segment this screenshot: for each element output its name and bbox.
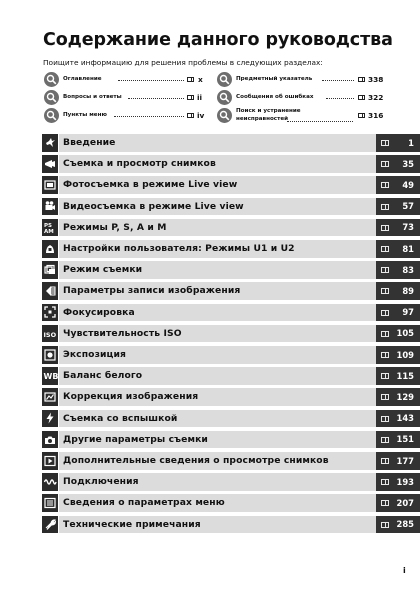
quick-ref-page: x <box>198 75 203 84</box>
book-icon <box>381 352 389 358</box>
picture-control-icon <box>42 388 58 406</box>
chapter-page: 89 <box>402 285 414 296</box>
bird-icon <box>42 134 58 152</box>
book-icon <box>187 77 194 82</box>
svg-text:AM: AM <box>44 229 54 236</box>
svg-text:ISO: ISO <box>43 330 57 339</box>
chapter-page: 35 <box>402 158 414 169</box>
chapter-page: 83 <box>402 264 414 275</box>
leader-dots <box>322 80 354 81</box>
chapter-title: Режимы P, S, A и M <box>63 221 167 233</box>
book-icon <box>187 95 194 100</box>
quick-ref-label-line2: неисправностей <box>236 116 289 122</box>
book-icon <box>381 267 389 273</box>
quick-ref-faq[interactable] <box>44 90 204 106</box>
chapter-title: Фотосъемка в режиме Live view <box>63 179 238 191</box>
chapter-title: Технические примечания <box>63 518 201 530</box>
flash-icon <box>42 410 58 428</box>
chapter-row[interactable] <box>42 325 420 343</box>
quick-ref-label: Оглавление <box>63 76 102 82</box>
leader-dots <box>326 98 354 99</box>
search-icon <box>44 72 59 87</box>
chapter-title: Сведения о параметрах меню <box>63 497 225 509</box>
playback-icon <box>42 452 58 470</box>
camera-lens-icon <box>42 155 58 173</box>
iso-icon <box>42 325 58 343</box>
focus-icon <box>42 304 58 322</box>
chapter-page: 57 <box>402 201 414 212</box>
exposure-icon <box>42 346 58 364</box>
book-icon <box>381 182 389 188</box>
chapter-page: 49 <box>402 179 414 190</box>
quick-ref-page: 322 <box>368 93 384 102</box>
search-icon <box>44 90 59 105</box>
search-icon <box>217 108 232 123</box>
release-mode-icon <box>42 261 58 279</box>
leader-dots <box>114 116 184 117</box>
chapter-page-box <box>376 410 420 428</box>
search-icon <box>217 90 232 105</box>
chapter-title: Съемка со вспышкой <box>63 412 178 424</box>
quick-ref-troubleshooting[interactable] <box>217 108 387 124</box>
chapter-title: Другие параметры съемки <box>63 433 208 445</box>
book-icon <box>381 500 389 506</box>
book-icon <box>381 225 389 231</box>
chapter-row[interactable] <box>42 282 420 300</box>
chapter-page-box <box>376 240 420 258</box>
page-number: i <box>403 566 406 575</box>
chapter-title: Экспозиция <box>63 349 127 360</box>
book-icon <box>381 437 389 443</box>
chapter-page: 109 <box>396 349 414 360</box>
chapter-page-box <box>376 155 420 173</box>
chapter-title: Коррекция изображения <box>63 391 199 403</box>
chapter-row[interactable] <box>42 304 420 322</box>
chapter-page: 177 <box>396 455 414 466</box>
page-subtitle: Поищите информацию для решения проблемы в следующих разделах: <box>43 58 323 67</box>
chapter-page: 129 <box>396 391 414 402</box>
chapter-page: 193 <box>396 476 414 487</box>
chapter-title: Чувствительность ISO <box>63 327 182 339</box>
menu-icon <box>42 494 58 512</box>
search-icon <box>44 108 59 123</box>
chapter-page: 115 <box>396 370 414 381</box>
chapter-page: 285 <box>396 519 414 530</box>
chapter-row[interactable] <box>42 452 420 470</box>
chapter-page-box <box>376 282 420 300</box>
chapter-title: Подключения <box>63 476 139 488</box>
chapter-row[interactable] <box>42 388 420 406</box>
book-icon <box>381 394 389 400</box>
book-icon <box>381 373 389 379</box>
search-icon <box>217 72 232 87</box>
chapter-page-box <box>376 219 420 237</box>
book-icon <box>381 204 389 210</box>
quick-ref-label: Предметный указатель <box>236 76 313 82</box>
chapter-page-box <box>376 198 420 216</box>
chapter-row[interactable] <box>42 240 420 258</box>
chapter-page: 143 <box>396 413 414 424</box>
chapter-row[interactable] <box>42 176 420 194</box>
chapter-page-box <box>376 431 420 449</box>
chapter-page: 105 <box>396 328 414 339</box>
image-quality-icon <box>42 282 58 300</box>
chapter-row[interactable] <box>42 410 420 428</box>
book-icon <box>381 416 389 422</box>
chapter-row[interactable] <box>42 431 420 449</box>
chapter-page-box <box>376 388 420 406</box>
chapter-row[interactable] <box>42 367 420 385</box>
chapter-title: Фокусировка <box>63 306 135 318</box>
chapter-page-box <box>376 325 420 343</box>
chapter-page-box <box>376 346 420 364</box>
chapter-page-box <box>376 494 420 512</box>
chapter-title: Баланс белого <box>63 370 143 382</box>
chapter-row[interactable] <box>42 494 420 512</box>
white-balance-icon <box>42 367 58 385</box>
chapter-row[interactable] <box>42 261 420 279</box>
chapter-row[interactable] <box>42 134 420 152</box>
chapter-title: Параметры записи изображения <box>63 285 241 297</box>
chapter-row[interactable] <box>42 198 420 216</box>
quick-ref-index[interactable] <box>217 72 387 88</box>
chapter-row[interactable] <box>42 155 420 173</box>
book-icon <box>187 113 194 118</box>
live-view-icon <box>42 176 58 194</box>
camera-icon <box>42 431 58 449</box>
svg-text:PS: PS <box>44 223 53 230</box>
chapter-page-box <box>376 452 420 470</box>
svg-text:WB: WB <box>43 372 59 382</box>
chapter-page-box <box>376 473 420 491</box>
quick-ref-label: Пункты меню <box>63 112 107 118</box>
chapter-title: Режим съемки <box>63 264 143 276</box>
quick-ref-label: Сообщения об ошибках <box>236 94 314 100</box>
chapter-page: 73 <box>402 222 414 233</box>
connection-icon <box>42 473 58 491</box>
quick-ref-page: iv <box>197 111 205 120</box>
chapter-page-box <box>376 261 420 279</box>
quick-ref-label: Вопросы и ответы <box>63 94 122 100</box>
leader-dots <box>118 80 184 81</box>
chapter-row[interactable] <box>42 346 420 364</box>
chapter-title: Видеосъемка в режиме Live view <box>63 200 244 212</box>
chapter-row[interactable] <box>42 516 420 534</box>
book-icon <box>381 310 389 316</box>
chapter-page: 1 <box>408 137 414 148</box>
chapter-title: Введение <box>63 137 116 148</box>
book-icon <box>381 522 389 528</box>
book-icon <box>381 458 389 464</box>
book-icon <box>381 288 389 294</box>
technical-notes-icon <box>42 516 58 534</box>
chapter-page-box <box>376 176 420 194</box>
book-icon <box>381 161 389 167</box>
book-icon <box>381 479 389 485</box>
quick-ref-menu-items[interactable] <box>44 108 204 124</box>
chapter-page: 81 <box>402 243 414 254</box>
chapter-page: 207 <box>396 497 414 508</box>
chapter-row[interactable] <box>42 473 420 491</box>
chapter-page: 97 <box>402 307 414 318</box>
chapter-page-box <box>376 516 420 534</box>
book-icon <box>358 95 365 100</box>
quick-ref-error-messages[interactable] <box>217 90 387 106</box>
chapter-title: Настройки пользователя: Режимы U1 и U2 <box>63 243 295 254</box>
chapter-title: Дополнительные сведения о просмотре снимков <box>63 455 329 466</box>
chapter-page: 151 <box>396 434 414 445</box>
page-title: Содержание данного руководства <box>43 30 393 50</box>
book-icon <box>381 246 389 252</box>
leader-dots <box>128 98 184 99</box>
user-settings-icon <box>42 240 58 258</box>
chapter-title: Съемка и просмотр снимков <box>63 158 216 170</box>
book-icon <box>358 113 365 118</box>
book-icon <box>358 77 365 82</box>
chapter-row[interactable] <box>42 219 420 237</box>
chapter-page-box <box>376 304 420 322</box>
quick-ref-contents[interactable] <box>44 72 204 88</box>
leader-dots <box>287 121 353 122</box>
book-icon <box>381 140 389 146</box>
quick-ref-page: ii <box>197 93 203 102</box>
chapter-page-box <box>376 367 420 385</box>
book-icon <box>381 331 389 337</box>
psam-icon <box>42 219 58 237</box>
quick-ref-page: 338 <box>368 75 384 84</box>
chapter-page-box <box>376 134 420 152</box>
quick-ref-label-line1: Поиск и устранение <box>236 108 301 114</box>
movie-camera-icon <box>42 198 58 216</box>
quick-ref-page: 316 <box>368 111 384 120</box>
